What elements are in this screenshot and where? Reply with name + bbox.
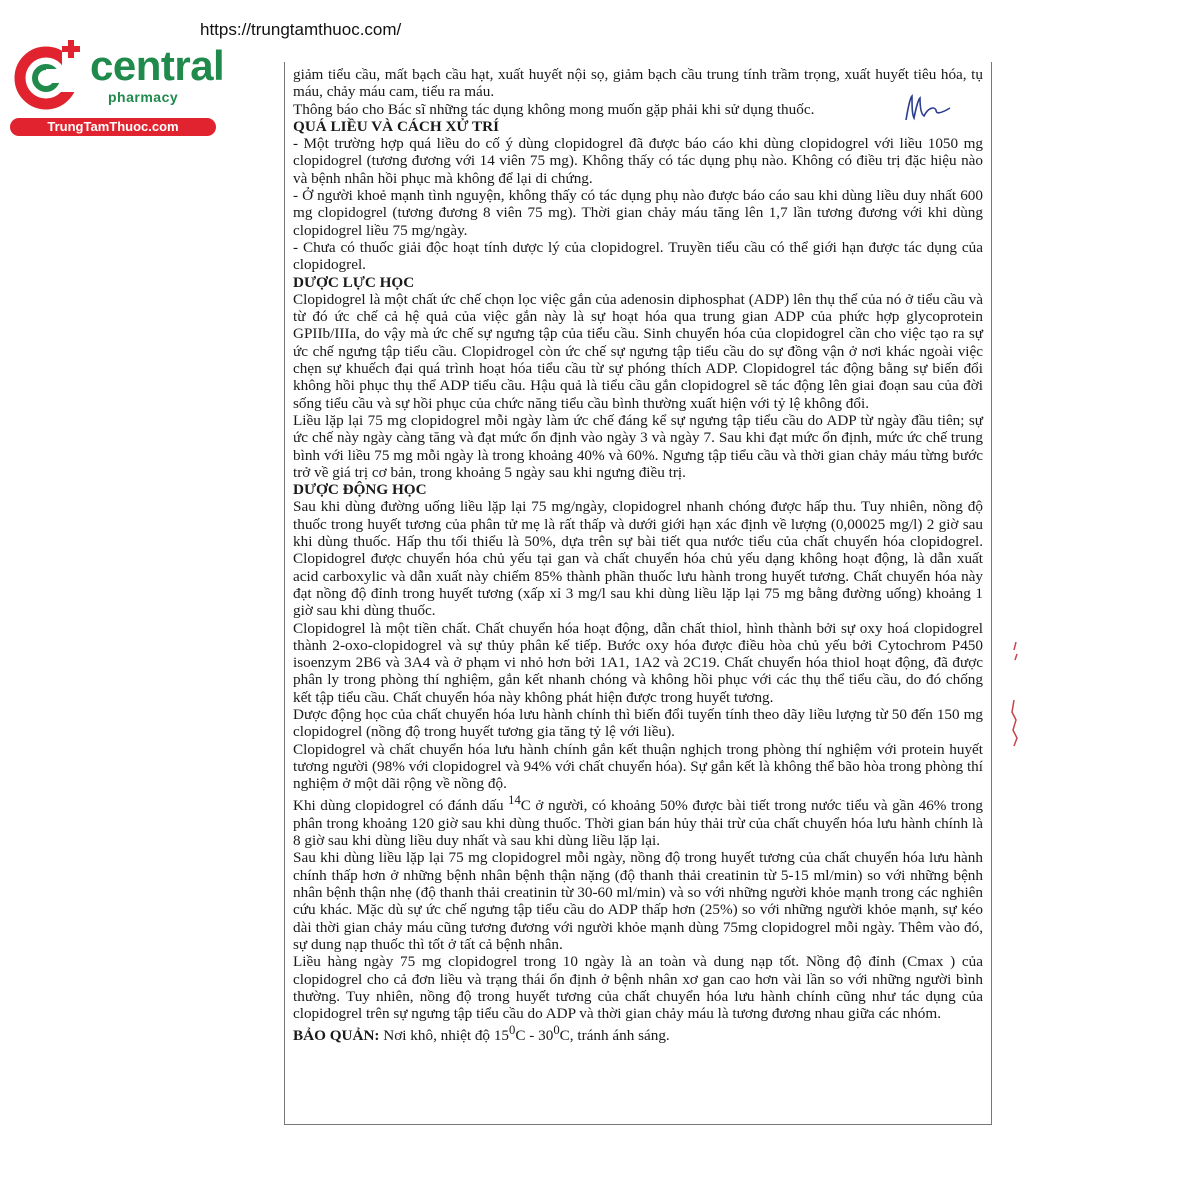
logo-name: central (90, 42, 225, 89)
storage-degree: 0 (553, 1023, 560, 1038)
pharmacokinetics-paragraph: Sau khi dùng liều lặp lại 75 mg clopidogrel mỗi ngày, nồng độ trong huyết tương của chất chuyển hóa lưu hành chính thấp hơn ở những bệnh nhân bệnh thận nặng (độ thanh thải creatinin từ 5-15 ml/min) so với những bệnh nhân bệnh thận nhẹ (độ thanh thải creatinin từ 30-60 ml/min) và so với những người khỏe mạnh trong các nghiên cứu khác. Mặc dù sự ức chế ngưng tập tiểu cầu do ADP thấp hơn (25%) so với những người khỏe mạnh, sự kéo dài thời gian chảy máu cũng tương đương với người khỏe mạnh dùng 75mg clopidogrel mỗi ngày. Thêm vào đó, sự dung nạp thuốc thì tốt ở tất cả bệnh nhân. (293, 849, 983, 953)
overdose-paragraph: - Ở người khoẻ mạnh tình nguyện, không thấy có tác dụng phụ nào được báo cáo sau khi dùng liều duy nhất 600 mg clopidogrel (tương đương 8 viên 75 mg). Thời gian chảy máu tăng lên 1,7 lần tương đương với khi dùng clopidogrel liều 75 mg/ngày. (293, 187, 983, 239)
stamp-edge-mark-icon (1008, 640, 1024, 750)
storage-line (293, 1022, 983, 1044)
document-body (293, 66, 983, 1045)
document-page (284, 62, 992, 1125)
pharmacokinetics-paragraph: Dược động học của chất chuyển hóa lưu hành chính thì biến đổi tuyến tính theo dãy liều lượng từ 50 đến 150 mg clopidogrel (nồng độ trong huyết tương gia tăng tỷ lệ với liều). (293, 705, 983, 741)
pharmacokinetics-paragraph: Sau khi dùng đường uống liều lặp lại 75 mg/ngày, clopidogrel nhanh chóng được hấp thu. Tuy nhiên, nồng độ thuốc trong huyết tương của phân tử mẹ là rất thấp và dưới giới hạn xác định về lượng (0,00025 mg/l) 2 giờ sau khi dùng thuốc. Hấp thu tối thiểu là 50%, dựa trên sự bài tiết qua nước tiểu của chất chuyển hóa clopidogrel. Clopidogrel được chuyển hóa chủ yếu tại gan và chất chuyển hóa chủ yếu dạng không hoạt động, là dẫn xuất acid carboxylic và dẫn xuất này chiếm 85% thành phần thuốc lưu hành trong huyết tương. Chất chuyển hóa này đạt nồng độ đỉnh trong huyết tương (xấp xỉ 3 mg/l sau khi dùng liều lặp lại 75 mg bằng đường uống) khoảng 1 giờ sau khi dùng thuốc. (293, 498, 983, 620)
side-effects-continued: giảm tiểu cầu, mất bạch cầu hạt, xuất huyết nội sọ, giảm bạch cầu trung tính trầm trọng, xuất huyết tiêu hóa, tụ máu, chảy máu cam, tiểu ra máu. (293, 66, 983, 101)
pharmacokinetics-heading: DƯỢC ĐỘNG HỌC (293, 481, 427, 499)
overdose-paragraph: - Một trường hợp quá liều do cố ý dùng clopidogrel đã được báo cáo khi dùng clopidogrel với liều 1050 mg clopidogrel (tương đương với 14 viên 75 mg). Không thấy có tác dụng phụ nào. Không có điều trị đặc hiệu nào và bệnh nhân hồi phục mà không để lại di chứng. (293, 135, 983, 187)
storage-degree: 0 (509, 1023, 516, 1038)
pharmacokinetics-paragraph: Clopidogrel là một tiền chất. Chất chuyển hóa hoạt động, dẫn chất thiol, hình thành bởi sự oxy hoá clopidogrel thành 2-oxo-clopidogrel và sự thủy phân kế tiếp. Bước oxy hóa được điều hòa chủ yếu bởi Cytochrom P450 isoenzym 2B6 và 3A4 và ở phạm vi nhỏ hơn bởi 1A1, 1A2 và 2C19. Chất chuyển hóa thiol hoạt động, đã được phân ly trong phòng thí nghiệm, gắn kết nhanh chóng và không hồi phục với các thụ thể tiểu cầu, do đó chống kết tập tiểu cầu. Chất chuyển hóa này không phát hiện được trong huyết tương. (293, 619, 983, 706)
source-url[interactable]: https://trungtamthuoc.com/ (200, 20, 402, 39)
report-notice: Thông báo cho Bác sĩ những tác dụng không mong muốn gặp phải khi sử dụng thuốc. (293, 100, 815, 118)
logo-subtitle: pharmacy (108, 89, 179, 105)
storage-text: C, tránh ánh sáng. (559, 1027, 670, 1045)
handwritten-initials-icon (900, 90, 960, 130)
storage-text: Nơi khô, nhiệt độ 15 (379, 1027, 510, 1045)
pharmacy-logo-icon (8, 36, 90, 116)
pharmacodynamics-heading: DƯỢC LỰC HỌC (293, 273, 415, 291)
pharmacodynamics-paragraph: Liều lặp lại 75 mg clopidogrel mỗi ngày làm ức chế đáng kể sự ngưng tập tiểu cầu do ADP từ ngày đầu tiên; sự ức chế này ngày càng tăng và đạt mức ổn định vào ngày 3 và ngày 7. Sau khi đạt mức ổn định, mức ức chế trung bình với liều 75 mg mỗi ngày là trong khoảng 40% và 60%. Ngưng tập tiểu cầu và thời gian chảy máu từng bước trở về giá trị cơ bản, trong khoảng 5 ngày sau khi ngưng điều trị. (293, 411, 983, 481)
central-pharmacy-logo (8, 36, 225, 136)
storage-label: BẢO QUẢN: (293, 1027, 380, 1045)
pharmacodynamics-paragraph: Clopidogrel là một chất ức chế chọn lọc việc gắn của adenosin diphosphat (ADP) lên thụ thể của nó ở tiểu cầu và từ đó ức chế cả hệ quả của việc gắn này là sự hoạt hóa qua trung gian ADP của phức hợp glycoprotein GPIIb/IIIa, do vậy mà ức chế sự ngưng tập của tiểu cầu. Sinh chuyển hóa của clopidogrel cần cho việc tạo ra sự ức chế ngưng tập tiểu cầu. Clopidrogel còn ức chế sự ngưng tập tiểu cầu do sự đồng vận ở nơi khác ngoài việc chẹn sự khuếch đại quá trình hoạt hóa tiểu cầu từ sự phóng thích ADP. Clopidogrel tác động bằng sự biến đổi không hồi phục thụ thể ADP tiểu cầu. Hậu quả là tiểu cầu gắn clopidogrel sẽ tác động lên giai đoạn sau của đời sống tiểu cầu và sự hồi phục của chức năng tiểu cầu bình thường xuất hiện với tỷ lệ không đổi. (293, 290, 983, 412)
storage-text: C - 30 (515, 1027, 554, 1045)
c14-text-before: Khi dùng clopidogrel có đánh dấu (293, 797, 509, 815)
c14-text-after: C ở người, có khoảng 50% được bài tiết trong nước tiểu và gần 46% trong phân trong khoảng 120 giờ sau khi dùng thuốc. Thời gian bán hủy thải trừ của chất chuyển hóa lưu hành chính là 8 giờ sau khi dùng liều duy nhất và sau khi dùng liều lặp lại. (293, 797, 984, 850)
overdose-heading: QUÁ LIỀU VÀ CÁCH XỬ TRÍ (293, 117, 500, 135)
c14-superscript: 14 (508, 793, 521, 808)
pharmacokinetics-paragraph: Clopidogrel và chất chuyển hóa lưu hành chính gắn kết thuận nghịch trong phòng thí nghiệm với protein huyết tương người (98% với clopidogrel và 94% với chất chuyển hóa). Sự gắn kết là không thể bão hòa trong phòng thí nghiệm ở một dãi rộng về nồng độ. (293, 740, 983, 793)
c14-paragraph (293, 792, 983, 849)
logo-badge: TrungTamThuoc.com (10, 118, 216, 136)
pharmacokinetics-paragraph: Liều hàng ngày 75 mg clopidogrel trong 10 ngày là an toàn và dung nạp tốt. Nồng độ đỉnh (Cmax ) của clopidogrel cho cả đơn liều và trạng thái ổn định ở bệnh nhân xơ gan cao hơn vài lần so với những người bình thường. Tuy nhiên, nồng độ trong huyết tương của chất chuyển hóa lưu hành chính cũng như tác dụng của clopidogrel trên sự ngưng tập tiểu cầu do ADP và thời gian chảy máu là tương đương nhau giữa các nhóm. (293, 953, 983, 1023)
overdose-paragraph: - Chưa có thuốc giải độc hoạt tính dược lý của clopidogrel. Truyền tiểu cầu có thể giới hạn được tác dụng của clopidogrel. (293, 238, 983, 274)
